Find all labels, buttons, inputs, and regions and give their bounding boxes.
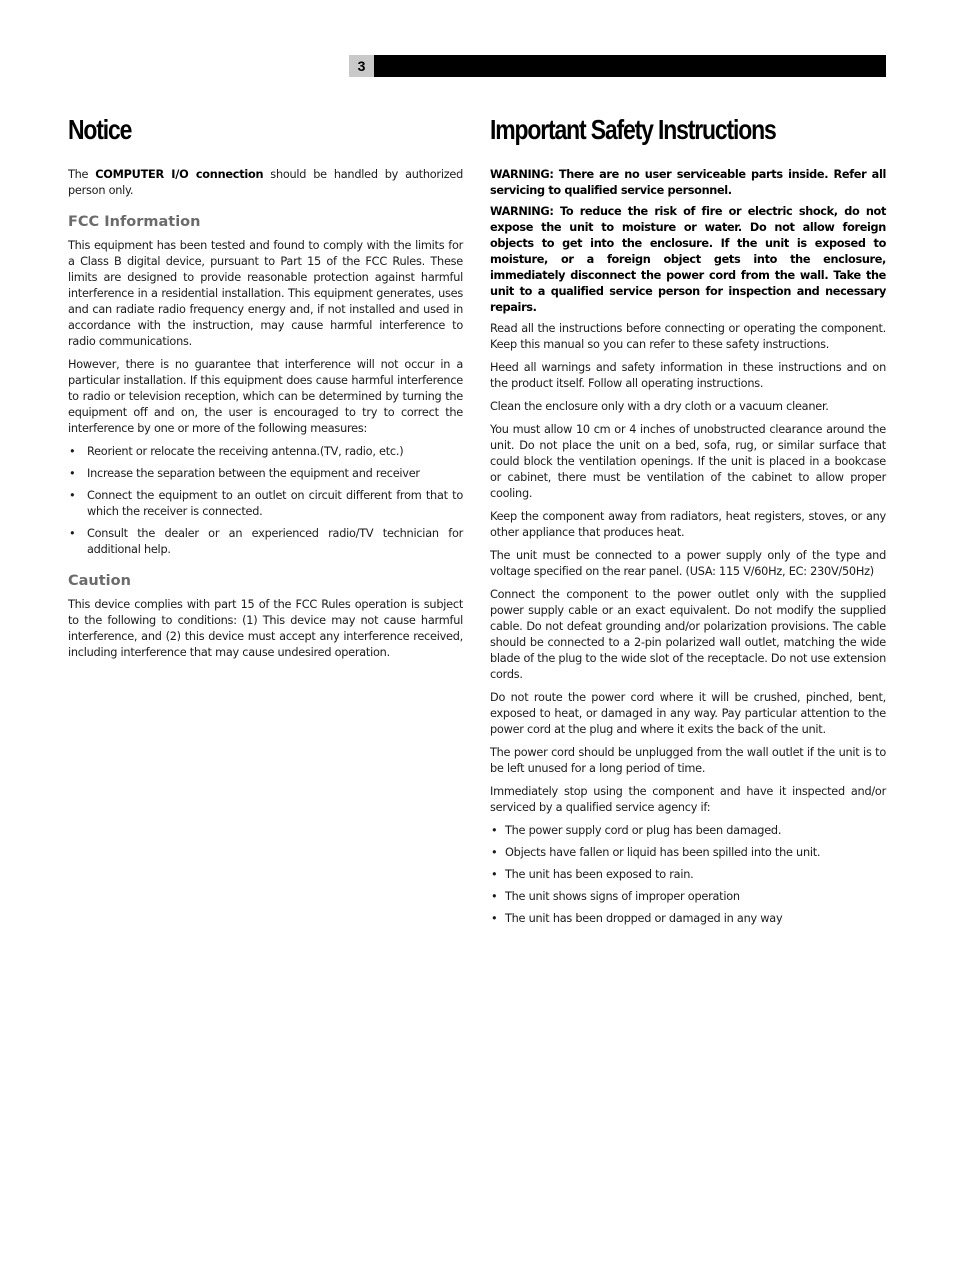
intro-prefix: The (68, 168, 96, 181)
bullet-icon: • (491, 890, 498, 903)
page-number: 3 (349, 55, 374, 77)
safety-paragraph: Keep the component away from radiators, heat registers, stoves, or any other appliance that produces heat. (490, 510, 886, 539)
notice-column (68, 112, 463, 668)
safety-paragraph: You must allow 10 cm or 4 inches of unobstructed clearance around the unit. Do not place the unit on a bed, sofa, rug, or similar surface that could block the ventilation openings. If the unit is placed in a bookcase or cabinet, there must be ventilation of the cabinet to allow proper cooling. (490, 423, 886, 500)
safety-paragraph: Connect the component to the power outlet only with the supplied power supply cable or an exact equivalent. Do not modify the supplied cable. Do not defeat grounding and/or polarization provisions. The cable should be connected to a 2-pin polarized wall outlet, matching the wide blade of the plug to the wide slot of the receptacle. Do not use extension cords. (490, 588, 886, 681)
list-item: • Connect the equipment to an outlet on circuit different from that to which the receiver is connected. (69, 489, 463, 518)
caution-paragraph: This device complies with part 15 of the FCC Rules operation is subject to the following to conditions: (1) This device may not cause harmful interference, and (2) this device must accept any interference received, including interference that may cause undesired operation. (68, 598, 463, 659)
fcc-paragraph-1: This equipment has been tested and found to comply with the limits for a Class B digital device, pursuant to Part 15 of the FCC Rules. These limits are designed to provide reasonable protection against harmful interference in a residential installation. This equipment generates, uses and can radiate radio frequency energy and, if not installed and used in accordance with the instruction, may cause harmful interference to radio communications. (68, 239, 463, 348)
list-item: • Reorient or relocate the receiving antenna.(TV, radio, etc.) (69, 445, 404, 458)
warning-service: WARNING: There are no user serviceable parts inside. Refer all servicing to qualified service personnel. (490, 168, 886, 197)
conditions-list (490, 823, 886, 927)
list-item: • The unit shows signs of improper operation (491, 890, 740, 903)
measures-list (68, 444, 463, 558)
warning-moisture: WARNING: To reduce the risk of fire or electric shock, do not expose the unit to moisture or water. Do not allow foreign objects to get into the enclosure. If the unit is exposed to moisture, or a foreign object gets into the enclosure, immediately disconnect the power cord from the wall. Take the unit to a qualified service person for inspection and necessary repairs. (490, 205, 886, 314)
bullet-icon: • (491, 824, 498, 837)
list-item: • Consult the dealer or an experienced radio/TV technician for additional help. (69, 527, 463, 556)
bullet-icon: • (69, 445, 76, 458)
bullet-icon: • (69, 467, 76, 480)
notice-intro (68, 167, 463, 199)
safety-paragraph: The power cord should be unplugged from the wall outlet if the unit is to be left unused for a long period of time. (490, 746, 886, 775)
notice-title: Notice (68, 114, 132, 145)
safety-paragraph: Do not route the power cord where it will be crushed, pinched, bent, exposed to heat, or damaged in any way. Pay particular attention to the power cord at the plug and where it exits the back of the unit. (490, 691, 886, 736)
fcc-paragraph-2: However, there is no guarantee that interference will not occur in a particular installation. If this equipment does cause harmful interference to radio or television reception, which can be determined by turning the equipment off and on, the user is encouraged to try to correct the interference by one or more of the following measures: (68, 358, 463, 435)
list-item: • Increase the separation between the equipment and receiver (69, 467, 420, 480)
bullet-icon: • (69, 527, 76, 540)
safety-paragraph: The unit must be connected to a power supply only of the type and voltage specified on the rear panel. (USA: 115 V/60Hz, EC: 230V/50Hz) (490, 549, 886, 578)
safety-paragraph: Immediately stop using the component and have it inspected and/or serviced by a qualified service agency if: (490, 785, 886, 814)
fcc-heading: FCC Information (68, 214, 201, 230)
list-item: • Objects have fallen or liquid has been spilled into the unit. (491, 846, 821, 859)
computer-io-label: COMPUTER I/O connection (95, 168, 264, 181)
bullet-icon: • (491, 868, 498, 881)
intro-suffix: should be handled by authorized person only. (68, 168, 464, 197)
list-item: • The power supply cord or plug has been damaged. (491, 824, 782, 837)
bullet-icon: • (491, 846, 498, 859)
bullet-icon: • (69, 489, 76, 502)
list-item: • The unit has been exposed to rain. (491, 868, 694, 881)
safety-column (490, 112, 886, 934)
safety-paragraph: Clean the enclosure only with a dry cloth or a vacuum cleaner. (490, 400, 829, 413)
list-item: • The unit has been dropped or damaged in any way (491, 912, 783, 925)
safety-paragraph: Heed all warnings and safety information in these instructions and on the product itself. Follow all operating instructions. (490, 361, 886, 390)
safety-paragraph: Read all the instructions before connecting or operating the component. Keep this manual so you can refer to these safety instructions. (490, 322, 886, 351)
page-header-bar (349, 55, 886, 77)
safety-title: Important Safety Instructions (490, 114, 776, 145)
caution-heading: Caution (68, 573, 131, 589)
bullet-icon: • (491, 912, 498, 925)
